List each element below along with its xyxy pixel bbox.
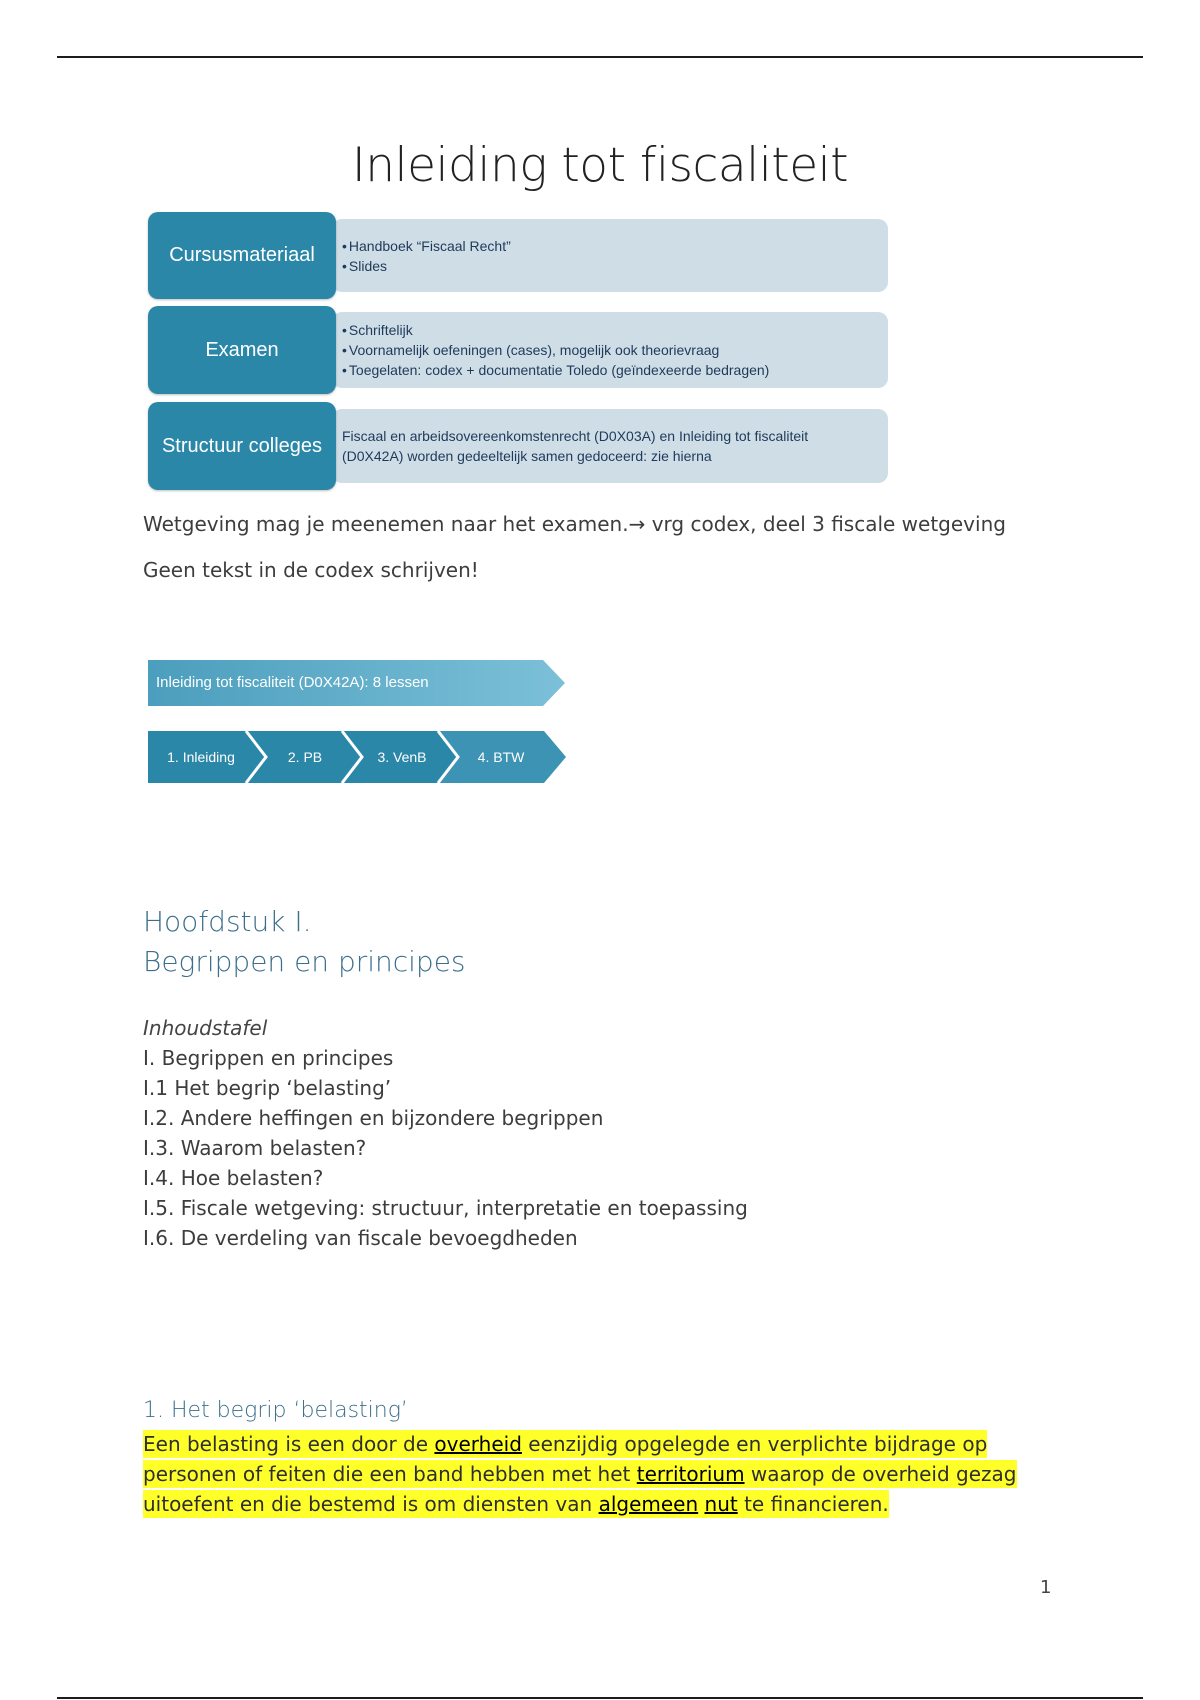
course-banner bbox=[148, 660, 565, 706]
bullet-item: • Slides bbox=[342, 256, 876, 276]
step-inleiding: 1. Inleiding bbox=[167, 749, 235, 765]
note-codex: Geen tekst in de codex schrijven! bbox=[143, 558, 479, 582]
bullet-item: • Toegelaten: codex + documentatie Toledo (geïndexeerde bedragen) bbox=[342, 360, 876, 380]
definition-text: waarop de overheid gezag uitoefent en die bestemd is om diensten van bbox=[143, 1462, 1017, 1516]
toc-item: I.5. Fiscale wetgeving: structuur, interpretatie en toepassing bbox=[143, 1196, 748, 1220]
info-row-cursusmateriaal bbox=[148, 212, 888, 299]
toc-title: Inhoudstafel bbox=[143, 1016, 268, 1040]
section-heading: 1. Het begrip ‘belasting’ bbox=[143, 1398, 408, 1423]
toc-item: I.3. Waarom belasten? bbox=[143, 1136, 367, 1160]
toc-item: I. Begrippen en principes bbox=[143, 1046, 394, 1070]
bullet-item: • Handboek “Fiscaal Recht” bbox=[342, 236, 876, 256]
underlined-term: overheid bbox=[434, 1432, 522, 1456]
bottom-rule bbox=[57, 1697, 1143, 1699]
info-body bbox=[332, 409, 888, 483]
page-number: 1 bbox=[1040, 1577, 1052, 1598]
toc-item: I.6. De verdeling van fiscale bevoegdheden bbox=[143, 1226, 578, 1250]
chapter-title: Begrippen en principes bbox=[143, 945, 466, 978]
document-title: Inleiding tot fiscaliteit bbox=[351, 138, 849, 193]
definition-text: eenzijdig opgelegde en verplichte bijdrage op personen of feiten die een band hebben met het bbox=[143, 1432, 988, 1486]
underlined-term: algemeen bbox=[598, 1492, 699, 1516]
step-pb: 2. PB bbox=[287, 749, 323, 765]
info-label: Cursusmateriaal bbox=[148, 212, 336, 299]
info-line: Fiscaal en arbeidsovereenkomstenrecht (D0X03A) en Inleiding tot fiscaliteit bbox=[342, 428, 809, 444]
definition-text: Een belasting is een door de bbox=[143, 1432, 435, 1456]
definition-text: te financieren. bbox=[737, 1492, 889, 1516]
toc-item: I.4. Hoe belasten? bbox=[143, 1166, 324, 1190]
info-body bbox=[332, 219, 888, 292]
bullet-item: • Voornamelijk oefeningen (cases), mogelijk ook theorievraag bbox=[342, 340, 876, 360]
definition-paragraph bbox=[143, 1429, 1063, 1519]
info-body bbox=[332, 312, 888, 388]
toc-item: I.2. Andere heffingen en bijzondere begrippen bbox=[143, 1106, 604, 1130]
underlined-term: territorium bbox=[636, 1462, 745, 1486]
highlighted-text bbox=[143, 1430, 1017, 1518]
toc-item: I.1 Het begrip ‘belasting’ bbox=[143, 1076, 392, 1100]
info-row-structuur-colleges bbox=[148, 402, 888, 490]
step-venb: 3. VenB bbox=[377, 749, 427, 765]
chapter-number: Hoofdstuk I. bbox=[143, 905, 312, 938]
note-wetgeving: Wetgeving mag je meenemen naar het examen.→ vrg codex, deel 3 fiscale wetgeving bbox=[143, 512, 1006, 536]
course-steps bbox=[148, 731, 568, 783]
step-btw: 4. BTW bbox=[477, 749, 525, 765]
info-line: (D0X42A) worden gedeeltelijk samen gedoceerd: zie hierna bbox=[342, 448, 712, 464]
top-rule bbox=[57, 56, 1143, 58]
info-row-examen bbox=[148, 306, 888, 394]
underlined-term: nut bbox=[704, 1492, 738, 1516]
banner-label: Inleiding tot fiscaliteit (D0X42A): 8 lessen bbox=[156, 674, 429, 691]
info-label: Examen bbox=[148, 306, 336, 394]
info-label: Structuur colleges bbox=[148, 402, 336, 490]
bullet-item: • Schriftelijk bbox=[342, 320, 876, 340]
